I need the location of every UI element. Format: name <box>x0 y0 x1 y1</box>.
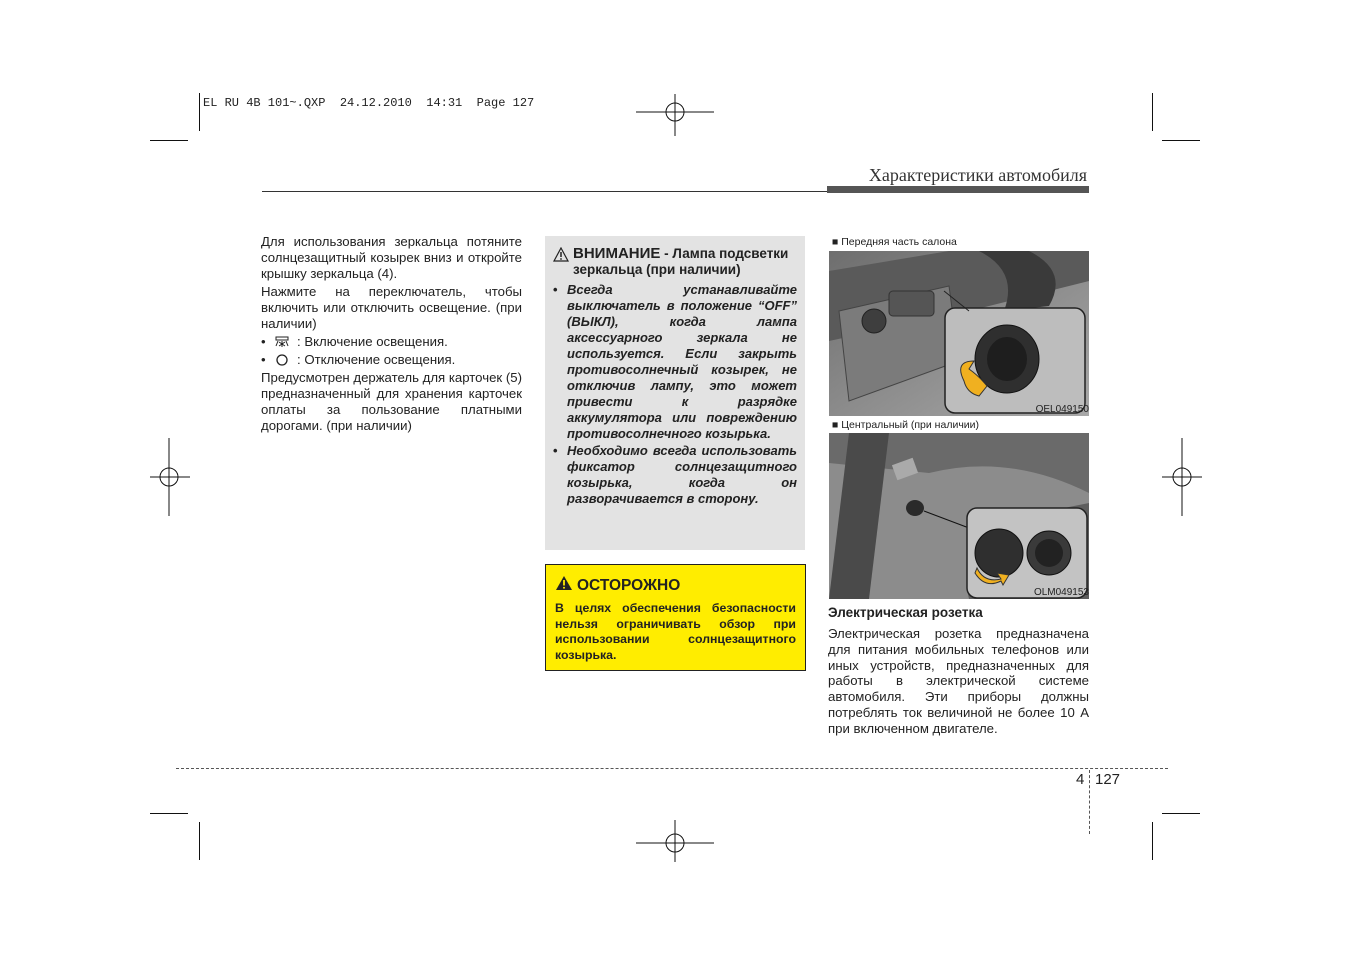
figure-code-center: OLM049153 <box>1033 587 1089 598</box>
lamp-off-icon <box>273 354 297 366</box>
crop-mark <box>1152 822 1153 860</box>
caution-text: В целях обеспечения безопасности нельзя ограничивать обзор при использовании солнцезащитного козырька. <box>555 601 796 662</box>
lamp-on-icon <box>273 336 297 348</box>
left-column <box>261 234 522 436</box>
power-outlet-center-photo <box>829 433 1089 599</box>
registration-mark-right <box>1162 438 1202 516</box>
notice-subtitle: - Лампа подсветки зеркальца (при наличии) <box>573 246 789 277</box>
section-title: Электрическая розетка <box>828 605 983 620</box>
notice-box <box>545 236 805 550</box>
registration-mark-bottom <box>636 820 714 862</box>
crop-mark <box>1162 140 1200 141</box>
page-number-divider <box>1089 770 1090 834</box>
page-header-title: Характеристики автомобиля <box>868 165 1087 185</box>
footer-rule <box>176 768 1168 769</box>
notice-list <box>553 282 797 507</box>
warning-triangle-icon <box>555 575 577 596</box>
bullet-light-off-text: : Отключение освещения. <box>297 352 456 367</box>
notice-heading <box>553 246 797 278</box>
crop-mark <box>1162 813 1200 814</box>
crop-mark <box>199 93 200 131</box>
print-slug: EL RU 4B 101~.QXP 24.12.2010 14:31 Page 127 <box>203 96 535 110</box>
figure-caption-front: ■ Передняя часть салона <box>832 236 957 248</box>
page-number: 127 <box>1095 771 1121 788</box>
card-holder-text: Предусмотрен держатель для карточек (5) предназначенный для хранения карточек оплаты за пользование платными дорогами. (при наличии) <box>261 370 522 433</box>
caution-heading <box>555 575 796 596</box>
crop-mark <box>150 140 188 141</box>
registration-mark-top <box>636 94 714 136</box>
figure-caption-center: ■ Центральный (при наличии) <box>832 419 980 431</box>
notice-item: • Всегда устанавливайте выключатель в положение “OFF” (ВЫКЛ), когда лампа аксессуарного зеркала не используется. Если закрыть противосолнечный козырек, не отключив лампу, это может привести к разрядке аккумулятора или повреждению противосолнечного козырька. <box>553 282 797 442</box>
mirror-instructions: Для использования зеркальца потяните солнцезащитный козырек вниз и откройте крышку зеркальца (4). <box>261 234 522 281</box>
notice-title: ВНИМАНИЕ <box>573 245 661 262</box>
crop-mark <box>150 813 188 814</box>
bullet-light-on: • : Включение освещения. <box>261 334 448 349</box>
header-rule <box>262 191 827 192</box>
bullet-light-on-text: : Включение освещения. <box>297 334 448 349</box>
chapter-number: 4 <box>1076 771 1085 788</box>
caution-box <box>545 564 806 671</box>
crop-mark <box>1152 93 1153 131</box>
notice-item: • Необходимо всегда использовать фиксатор солнцезащитного козырька, когда он разворачивается в сторону. <box>553 443 797 507</box>
bullet-light-off: • : Отключение освещения. <box>261 352 456 367</box>
section-body: Электрическая розетка предназначена для питания мобильных телефонов или иных устройств, предназначенных для работы в электрической системе автомобиля. Эти приборы должны потреблять ток величиной не более 10 А при включенном двигателе. <box>828 626 1089 736</box>
power-outlet-front-photo <box>829 251 1089 416</box>
caution-title: ОСТОРОЖНО <box>577 576 681 594</box>
header-bar <box>827 186 1089 193</box>
figure-code-front: OEL049150 <box>1035 404 1089 415</box>
warning-triangle-icon <box>553 247 573 266</box>
switch-instructions: Нажмите на переключатель, чтобы включить или отключить освещение. (при наличии) <box>261 284 522 331</box>
crop-mark <box>199 822 200 860</box>
registration-mark-left <box>150 438 190 516</box>
